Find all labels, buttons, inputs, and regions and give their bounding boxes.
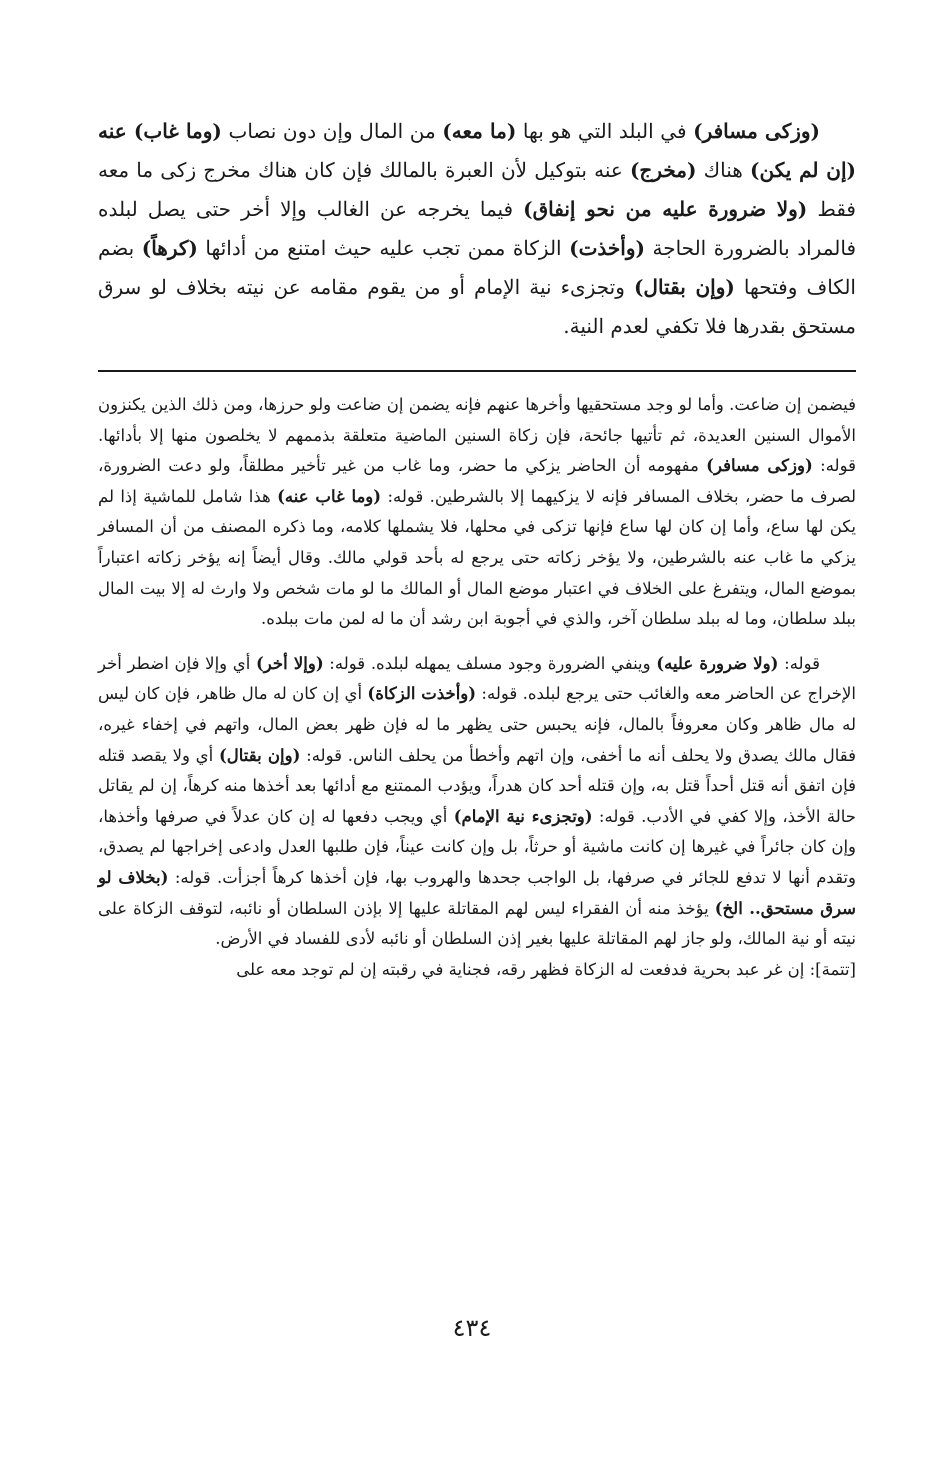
bold-term: (ولا ضرورة عليه من نحو إنفاق) [523, 197, 808, 221]
bold-term: (وأخذت الزكاة) [367, 684, 477, 704]
commentary-notes [98, 390, 856, 985]
bold-term: (وتجزىء نية الإمام) [453, 806, 593, 826]
bold-term: (وإن بقتال) [633, 275, 735, 299]
note-paragraph [98, 955, 856, 986]
page-number: ٤٣٤ [452, 1314, 492, 1342]
text-run: فيضمن إن ضاعت. وأما لو وجد مستحقيها وأخرها عنهم فإنه يضمن إن ضاعت ولو حرزها، ومن ذلك الذين يكنزون الأموال السنين العديدة، ثم تأتيها جائحة، فإن زكاة السنين الماضية متعلقة بذممهم لا يخلصون منها إلا بأدائها. قوله: [98, 395, 856, 476]
main-text [98, 112, 856, 346]
note-paragraph [98, 649, 856, 955]
bold-term: (بخلاف لو سرق مستحق.. الخ) [98, 867, 856, 918]
text-run: في البلد التي هو بها [516, 119, 694, 143]
text-run: عنه بتوكيل لأن العبرة بالمالك فإن كان هناك مخرج زكى ما معه فقط [98, 158, 856, 221]
bold-term: (وأخذت) [569, 236, 645, 260]
bold-term: (وزكى مسافر) [706, 456, 813, 476]
footnote-divider [98, 370, 856, 372]
text-run: مفهومه أن الحاضر يزكي ما حضر، وما غاب من غير تأخير مطلقاً، ولو دعت الضرورة، لصرف ما حضر، بخلاف المسافر فإنه لا يزكيهما إلا بالشرطين. قوله: [98, 456, 856, 506]
text-run: الزكاة ممن تجب عليه حيث امتنع من أدائها [197, 236, 570, 260]
bold-term: (وإلا أخر) [255, 653, 324, 673]
bold-term: (وما غاب) عنه (إن لم يكن) [98, 119, 856, 182]
text-run: قوله: [778, 653, 820, 673]
text-run: أي ويجب دفعها له إن كان عدلاً في صرفها وأخذها، وإن كان جائراً في غيرها إن كانت ماشية أو حرثاً، بل وإن كانت عيناً، فإن طلبها العدل وادعى إخراجها لم يصدق، وتقدم أنها لا تدفع للجائر في صرفها، بل الواجب جحدها والهروب بها، فإن أخذها كرهاً أجزأت. قوله: [98, 806, 856, 887]
text-run: هذا شامل للماشية إذا لم يكن لها ساع، وأما إن كان لها ساع فإنها تزكى في محلها، فلا يشملها كلامه، وما ذكره المصنف من أن المسافر يزكي ما غاب عنه بالشرطين، ولا يؤخر زكاته حتى يرجع له بأحد قولي مالك. وقال أيضاً إنه يؤخر زكاته اعتباراً بموضع المال، ويتفرغ على الخلاف في اعتبار موضع المال أو المالك ما لو مات شخص ولا وارث له إلا بيت المال ببلد سلطان، وما له ببلد سلطان آخر، والذي في أجوبة ابن رشد أن ما له لمن مات ببلده. [98, 486, 856, 629]
text-run: يؤخذ منه أن الفقراء ليس لهم المقاتلة عليها إلا بإذن السلطان أو نائبه، لتوقف الزكاة على نيته أو نية المالك، ولو جاز لهم المقاتلة عليها بغير إذن السلطان أو نائبه لأدى للفساد في الأرض. [98, 898, 856, 949]
bold-term: (ولا ضرورة عليه) [656, 653, 779, 673]
text-run: بضم الكاف وفتحها [98, 236, 856, 299]
bold-term: (وزكى مسافر) [693, 119, 821, 143]
text-run: وتجزىء نية الإمام أو من يقوم مقامه عن نيته بخلاف لو سرق مستحق بقدرها فلا تكفي لعدم النية. [98, 275, 856, 338]
page-body [98, 112, 856, 985]
text-run: [تتمة]: إن غر عبد بحرية فدفعت له الزكاة فظهر رقه، فجناية في رقبته إن لم توجد معه على [236, 959, 856, 979]
bold-term: (وما غاب عنه) [277, 486, 382, 506]
text-run: أي إن كان له مال ظاهر، فإن كان ليس له مال ظاهر وكان معروفاً بالمال، فإنه يحبس حتى يظهر ما له فإن ظهر بعض المال، واتهم في إخفاء غيره، فقال مالك يصدق ولا يحلف أنه ما أخفى، وإن اتهم وأخطأ من يحلف الناس. قوله: [98, 684, 856, 765]
bold-term: (مخرج) [629, 158, 697, 182]
text-run: هناك [696, 158, 750, 182]
text-run: أي ولا يقصد قتله فإن اتفق أنه قتل أحداً قتل به، وإن قتله أحد كان هدراً، ويؤدب الممتنع مع أدائها بعد أخذها منه كرهاً، إن لم يقاتل حالة الأخذ، وإلا كفي في الأدب. قوله: [98, 745, 856, 826]
note-paragraph [98, 390, 856, 635]
text-run: فيما يخرجه عن الغالب وإلا أخر حتى يصل لبلده فالمراد بالضرورة الحاجة [98, 197, 857, 260]
bold-term: (ما معه) [442, 119, 517, 143]
text-run: وينفي الضرورة وجود مسلف يمهله لبلده. قوله: [323, 653, 657, 673]
text-run: من المال وإن دون نصاب [221, 119, 443, 143]
bold-term: (كرهاً) [141, 236, 198, 260]
bold-term: (وإن بقتال) [218, 745, 301, 765]
main-paragraph [98, 112, 856, 346]
text-run: أي وإلا فإن اضطر أخر الإخراج عن الحاضر معه والغائب حتى يرجع لبلده. قوله: [98, 653, 856, 704]
